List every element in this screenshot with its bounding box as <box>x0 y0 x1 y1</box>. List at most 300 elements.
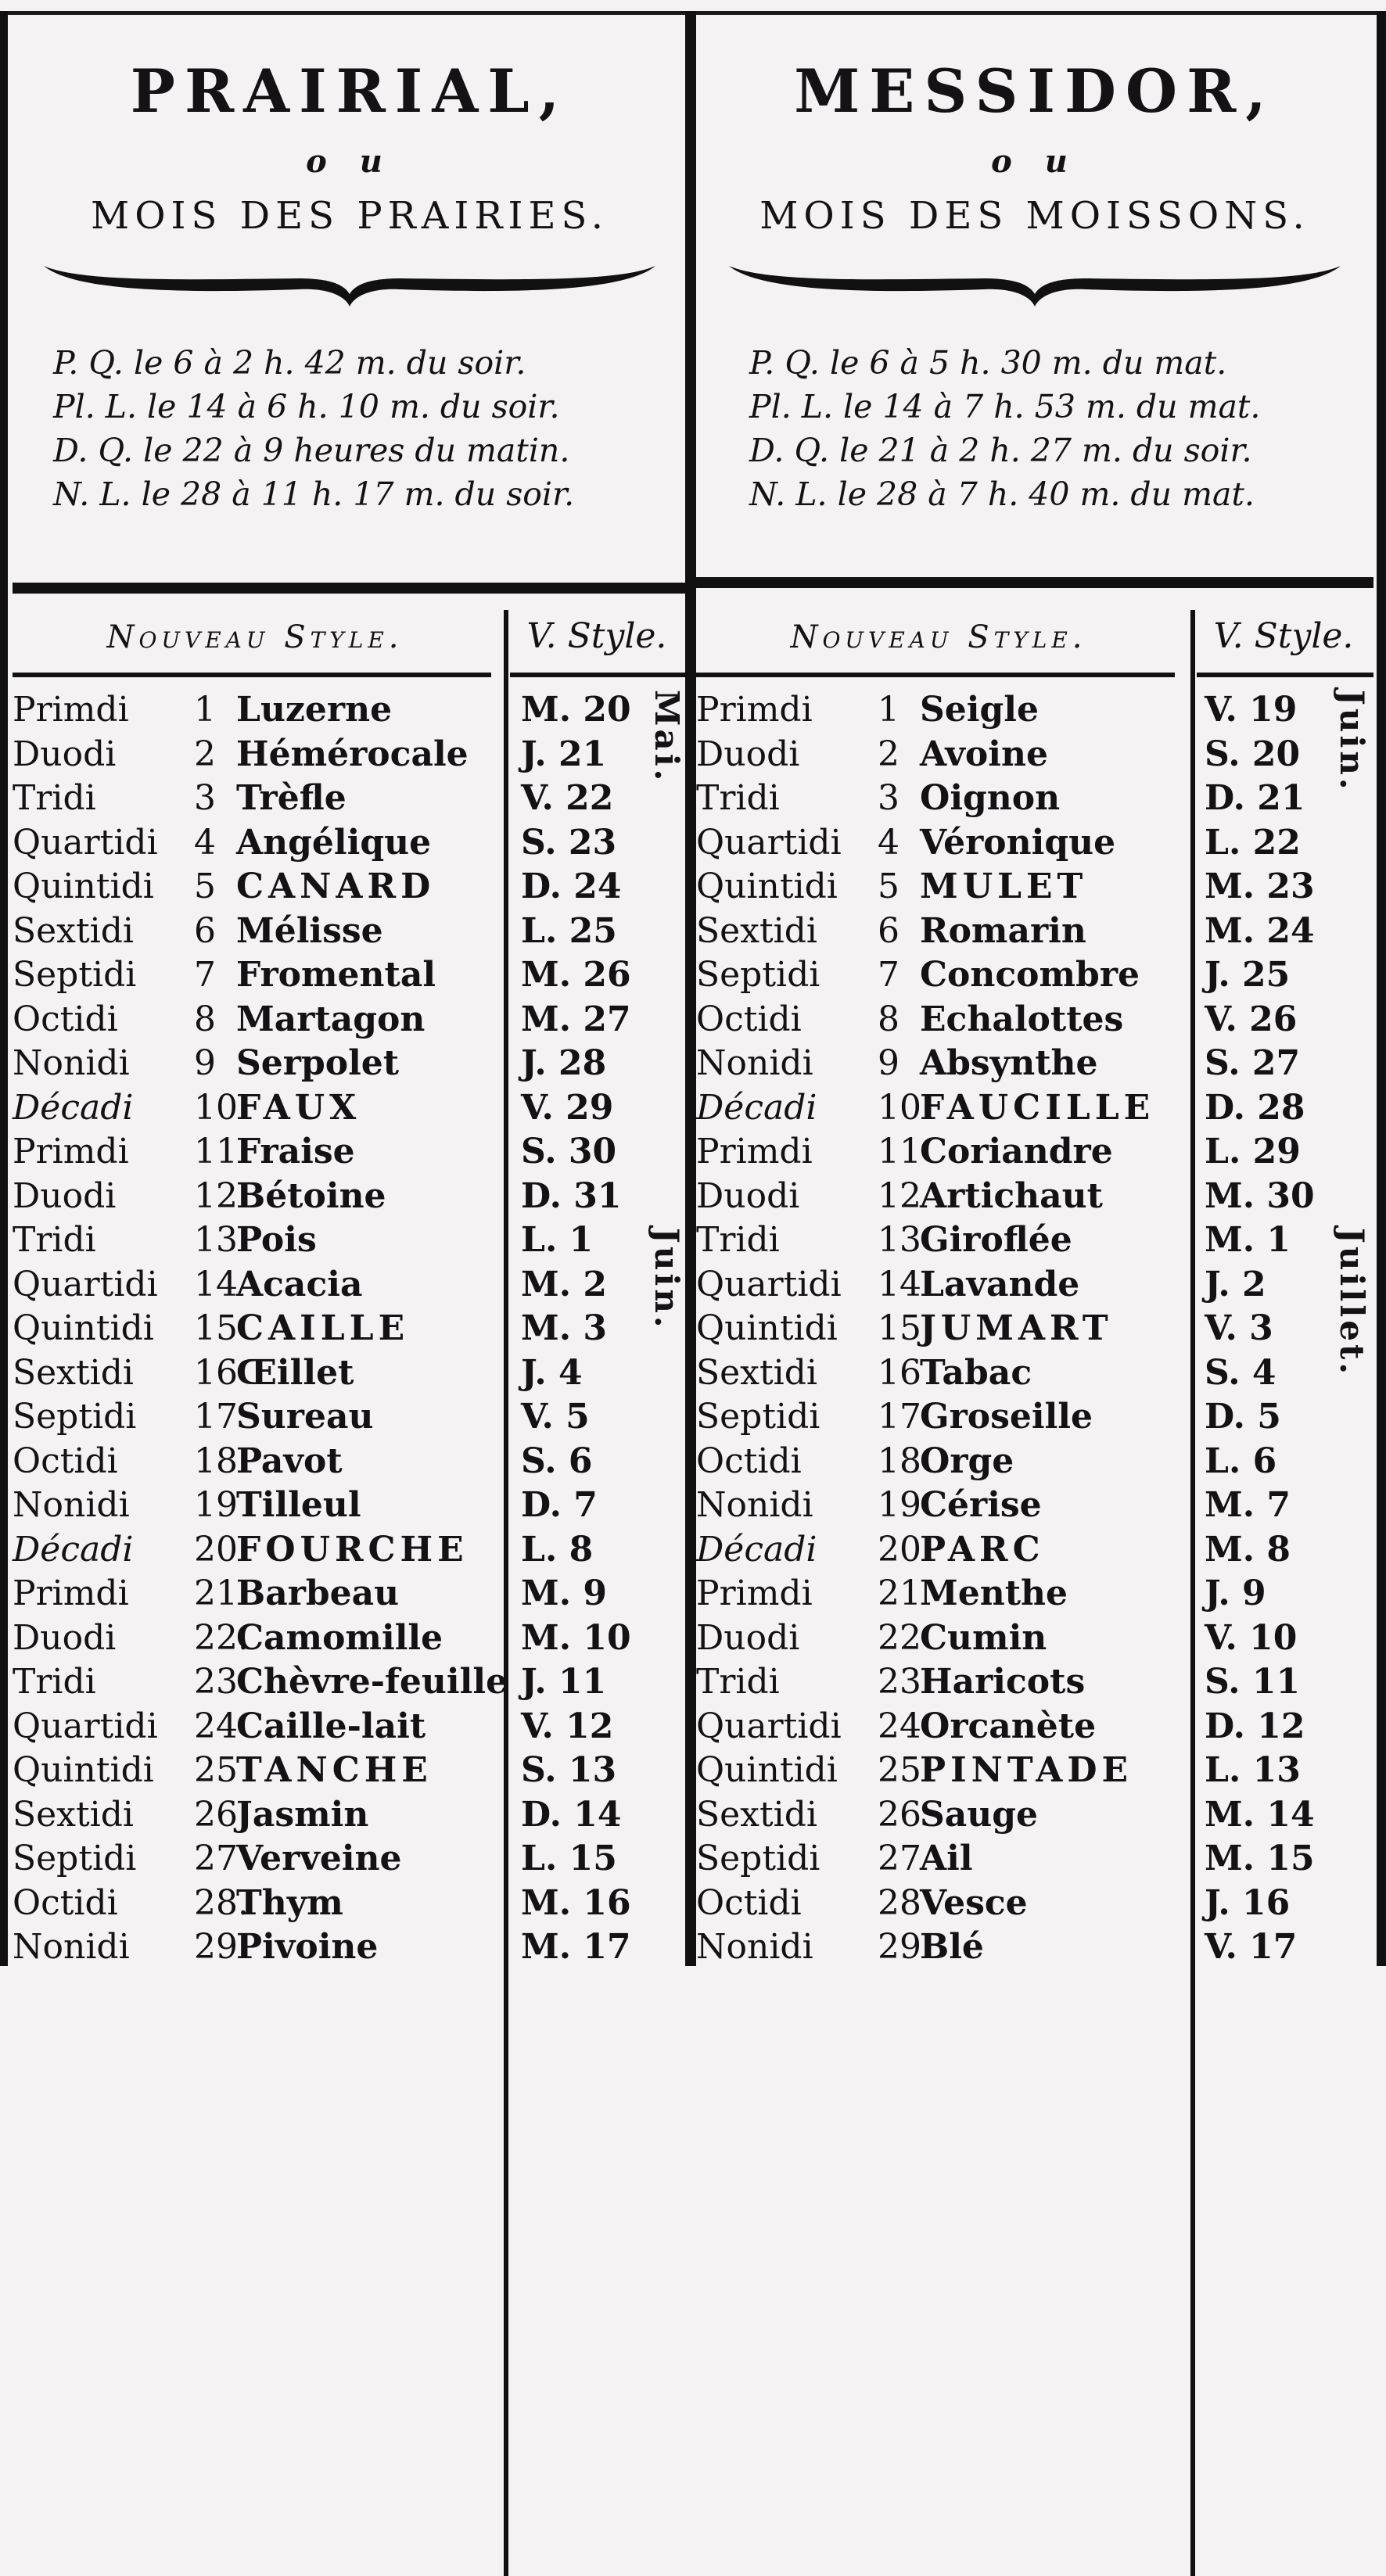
month-title: PRAIRIAL, <box>130 56 569 126</box>
old-style-date: J. 2 <box>1205 1264 1266 1304</box>
day-dedication: Sauge <box>920 1794 1039 1835</box>
old-style-date: D. 31 <box>521 1175 622 1216</box>
table-row <box>696 821 1373 866</box>
day-dedication: FAUX <box>236 1087 361 1128</box>
day-number: 14 <box>878 1264 921 1304</box>
day-dedication: Pivoine <box>236 1927 379 1967</box>
header-vieux-style: V. Style. <box>526 616 667 656</box>
day-dedication: Trèfle <box>236 778 346 818</box>
day-dedication: Luzerne <box>236 690 393 730</box>
brace-ornament <box>726 258 1344 310</box>
day-dedication: Fraise <box>236 1132 355 1171</box>
day-name: Décadi <box>696 1087 817 1128</box>
old-style-date: M. 3 <box>521 1308 607 1348</box>
table-row <box>13 1263 687 1308</box>
day-dedication: Camomille <box>236 1617 443 1658</box>
table-row <box>696 865 1373 909</box>
day-name: Primdi <box>696 690 813 730</box>
old-style-date: S. 23 <box>521 822 617 863</box>
table-row <box>13 1925 687 1970</box>
old-style-date: S. 4 <box>1205 1352 1276 1393</box>
day-number: 6 <box>194 910 216 951</box>
old-style-date: M. 15 <box>1205 1839 1315 1878</box>
table-row <box>696 1263 1373 1308</box>
table-row <box>13 1307 687 1351</box>
old-style-date: S. 20 <box>1205 734 1301 774</box>
day-number: 13 <box>194 1220 238 1260</box>
table-header <box>13 610 687 680</box>
day-name: Quartidi <box>13 1264 158 1304</box>
header-nouveau-style: Nouveau Style. <box>790 619 1087 655</box>
table-row <box>13 1042 687 1086</box>
day-dedication: PINTADE <box>920 1750 1133 1790</box>
day-dedication: Orcanète <box>920 1706 1097 1746</box>
day-dedication: Absynthe <box>920 1043 1098 1083</box>
day-name: Septidi <box>696 955 820 995</box>
header-nouveau-style: Nouveau Style. <box>106 619 404 655</box>
table-row <box>696 953 1373 998</box>
day-name: Décadi <box>13 1529 134 1570</box>
day-name: Quintidi <box>13 866 154 906</box>
day-name: Quintidi <box>696 1308 838 1348</box>
table-row <box>696 777 1373 821</box>
day-dedication: Artichaut <box>920 1175 1103 1216</box>
old-style-date: L. 15 <box>521 1839 617 1878</box>
day-name: Quintidi <box>13 1750 154 1790</box>
day-name: Quartidi <box>696 822 842 863</box>
header-underline <box>13 673 491 677</box>
month-subtitle: MOIS DES MOISSONS. <box>759 194 1310 238</box>
day-number: 24 <box>878 1706 921 1746</box>
day-number: 1 <box>878 690 899 730</box>
day-name: Sextidi <box>13 1794 134 1835</box>
day-number: 20 <box>194 1529 238 1570</box>
day-number: 23 <box>194 1662 238 1702</box>
day-number: 8 <box>878 999 899 1039</box>
day-name: Septidi <box>13 1397 137 1437</box>
day-number: 15 <box>194 1308 238 1348</box>
table-row <box>696 1175 1373 1219</box>
day-name: Décadi <box>13 1087 134 1128</box>
day-number: 29 <box>194 1927 238 1967</box>
table-row <box>13 777 687 821</box>
day-number: 27 <box>194 1839 238 1878</box>
day-name: Sextidi <box>696 910 817 951</box>
old-style-date: V. 26 <box>1205 999 1298 1039</box>
day-name: Quintidi <box>13 1308 154 1348</box>
day-name: Sextidi <box>696 1352 817 1393</box>
day-dedication: Caille-lait <box>236 1706 426 1746</box>
day-number: 2 <box>878 734 899 774</box>
table-row <box>13 1616 687 1661</box>
day-name: Quartidi <box>696 1264 842 1304</box>
header-underline <box>510 673 687 677</box>
table-row <box>696 1705 1373 1749</box>
table-row <box>696 1793 1373 1838</box>
old-style-date: S. 6 <box>521 1440 593 1481</box>
table-row <box>13 1837 687 1882</box>
phase-line: Pl. L. le 14 à 6 h. 10 m. du soir. <box>53 388 560 425</box>
day-name: Primdi <box>696 1573 813 1613</box>
day-number: 10 <box>194 1087 238 1128</box>
old-style-date: J. 21 <box>521 734 607 774</box>
day-name: Duodi <box>13 734 117 774</box>
old-style-date: S. 11 <box>1205 1662 1301 1702</box>
day-number: 21 <box>194 1573 238 1613</box>
phase-line: P. Q. le 6 à 5 h. 30 m. du mat. <box>749 344 1227 382</box>
old-style-date: M. 10 <box>521 1617 631 1658</box>
day-dedication: Bétoine <box>236 1175 386 1216</box>
day-number: 27 <box>878 1839 921 1878</box>
header-underline <box>1197 673 1373 677</box>
day-number: 15 <box>878 1308 921 1348</box>
day-number: 16 <box>194 1352 238 1393</box>
table-row <box>696 1130 1373 1175</box>
old-style-date: D. 24 <box>521 866 622 906</box>
day-dedication: Giroflée <box>920 1220 1072 1260</box>
table-row <box>696 1218 1373 1263</box>
table-row <box>696 1307 1373 1351</box>
day-number: 22 <box>878 1617 921 1658</box>
day-name: Tridi <box>696 1220 780 1260</box>
table-row <box>696 1086 1373 1131</box>
day-dedication: Ail <box>920 1839 973 1878</box>
day-number: 13 <box>878 1220 921 1260</box>
table-row <box>13 1793 687 1838</box>
day-name: Octidi <box>696 1882 802 1923</box>
old-style-date: V. 19 <box>1205 690 1298 730</box>
day-dedication: Pavot <box>236 1440 343 1481</box>
day-name: Septidi <box>13 1839 137 1878</box>
day-dedication: Œillet <box>236 1352 354 1393</box>
old-month-label: Mai. <box>648 690 686 784</box>
day-name: Primdi <box>696 1132 813 1171</box>
day-name: Sextidi <box>13 910 134 951</box>
table-row <box>13 1484 687 1528</box>
moon-phases <box>749 341 1373 516</box>
table-row <box>13 1705 687 1749</box>
day-name: Quartidi <box>13 1706 158 1746</box>
day-number: 10 <box>878 1087 921 1128</box>
day-dedication: Martagon <box>236 999 425 1039</box>
day-dedication: Blé <box>920 1927 984 1967</box>
day-name: Duodi <box>696 1617 800 1658</box>
table-row <box>696 688 1373 733</box>
table-row <box>696 1749 1373 1793</box>
header-underline <box>696 673 1175 677</box>
month-column-messidor <box>696 16 1373 1966</box>
day-number: 5 <box>878 866 899 906</box>
day-dedication: Thym <box>236 1882 343 1923</box>
table-row <box>13 1528 687 1573</box>
day-dedication: CAILLE <box>236 1308 410 1348</box>
day-rows <box>696 688 1373 1970</box>
day-number: 11 <box>878 1132 921 1171</box>
table-row <box>696 1440 1373 1484</box>
table-row <box>13 1130 687 1175</box>
day-name: Duodi <box>13 1175 117 1216</box>
old-style-date: V. 10 <box>1205 1617 1298 1658</box>
day-number: 7 <box>878 955 899 995</box>
day-number: 1 <box>194 690 216 730</box>
day-number: 4 <box>194 822 216 863</box>
day-rows <box>13 688 687 1970</box>
table-row <box>696 1616 1373 1661</box>
day-number: 12 <box>194 1175 238 1216</box>
day-name: Quintidi <box>696 866 838 906</box>
table-row <box>696 733 1373 777</box>
day-dedication: Concombre <box>920 955 1140 995</box>
old-style-date: L. 29 <box>1205 1132 1301 1171</box>
day-name: Nonidi <box>696 1485 813 1525</box>
day-dedication: Echalottes <box>920 999 1124 1039</box>
old-style-date: V. 22 <box>521 778 614 818</box>
right-border <box>1377 11 1386 1966</box>
day-number: 6 <box>878 910 899 951</box>
table-row <box>696 909 1373 954</box>
day-number: 23 <box>878 1662 921 1702</box>
table-row <box>696 1528 1373 1573</box>
old-style-date: M. 20 <box>521 690 631 730</box>
table-row <box>696 1351 1373 1396</box>
day-name: Tridi <box>696 1662 780 1702</box>
day-number: 7 <box>194 955 216 995</box>
old-style-date: S. 30 <box>521 1132 617 1171</box>
old-style-date: M. 14 <box>1205 1794 1315 1835</box>
table-row <box>13 1882 687 1926</box>
day-dedication: Romarin <box>920 910 1086 951</box>
day-number: 21 <box>878 1573 921 1613</box>
day-name: Duodi <box>13 1617 117 1658</box>
day-dedication: Groseille <box>920 1397 1093 1437</box>
day-dedication: Oignon <box>920 778 1061 818</box>
phase-line: Pl. L. le 14 à 7 h. 53 m. du mat. <box>749 388 1261 425</box>
old-month-label: Juillet. <box>1333 1228 1371 1378</box>
month-title: MESSIDOR, <box>794 56 1276 126</box>
day-dedication: Vesce <box>920 1882 1028 1923</box>
moon-phases <box>53 341 687 516</box>
day-name: Nonidi <box>13 1485 130 1525</box>
old-style-date: M. 9 <box>521 1573 607 1613</box>
day-number: 18 <box>194 1440 238 1481</box>
day-dedication: Cumin <box>920 1617 1047 1658</box>
day-number: 2 <box>194 734 216 774</box>
old-style-date: V. 29 <box>521 1087 614 1128</box>
table-row <box>13 953 687 998</box>
old-style-date: J. 4 <box>521 1352 583 1393</box>
table-row <box>696 1660 1373 1705</box>
old-style-date: M. 17 <box>521 1927 631 1967</box>
table-row <box>696 1572 1373 1616</box>
day-dedication: Lavande <box>920 1264 1080 1304</box>
day-dedication: Jasmin <box>236 1794 369 1835</box>
day-name: Sextidi <box>13 1352 134 1393</box>
month-column-prairial <box>13 16 687 1966</box>
day-dedication: Pois <box>236 1220 317 1260</box>
day-dedication: Verveine <box>236 1839 402 1878</box>
day-number: 24 <box>194 1706 238 1746</box>
day-dedication: Hémérocale <box>236 734 469 774</box>
day-number: 19 <box>194 1485 238 1525</box>
day-name: Sextidi <box>696 1794 817 1835</box>
day-dedication: Seigle <box>920 690 1039 730</box>
day-number: 25 <box>194 1750 238 1790</box>
old-style-date: D. 5 <box>1205 1397 1281 1437</box>
old-style-date: M. 24 <box>1205 910 1315 951</box>
thick-rule <box>696 577 1373 588</box>
day-name: Octidi <box>13 999 118 1039</box>
old-style-date: D. 7 <box>521 1485 598 1525</box>
day-name: Nonidi <box>696 1927 813 1967</box>
old-style-date: M. 8 <box>1205 1529 1291 1570</box>
day-dedication: Fromental <box>236 955 436 995</box>
old-style-date: J. 25 <box>1205 955 1291 995</box>
old-style-date: L. 8 <box>521 1529 594 1570</box>
day-name: Octidi <box>13 1440 118 1481</box>
old-style-date: V. 3 <box>1205 1308 1273 1348</box>
day-dedication: Chèvre-feuille <box>236 1662 508 1702</box>
table-row <box>13 998 687 1042</box>
day-name: Tridi <box>696 778 780 818</box>
table-row <box>696 1925 1373 1970</box>
day-dedication: Coriandre <box>920 1132 1113 1171</box>
day-number: 5 <box>194 866 216 906</box>
day-number: 28 <box>878 1882 921 1923</box>
day-name: Octidi <box>696 999 802 1039</box>
old-style-date: S. 13 <box>521 1750 617 1790</box>
old-style-date: D. 28 <box>1205 1087 1305 1128</box>
table-row <box>13 1660 687 1705</box>
old-style-date: D. 12 <box>1205 1706 1305 1746</box>
day-name: Quintidi <box>696 1750 838 1790</box>
day-name: Tridi <box>13 1662 96 1702</box>
table-row <box>13 1440 687 1484</box>
table-row <box>696 1882 1373 1926</box>
day-number: 9 <box>194 1043 216 1083</box>
table-row <box>13 1572 687 1616</box>
day-dedication: Véronique <box>920 822 1116 863</box>
day-number: 18 <box>878 1440 921 1481</box>
old-style-date: V. 12 <box>521 1706 614 1746</box>
day-name: Tridi <box>13 778 96 818</box>
day-number: 19 <box>878 1485 921 1525</box>
table-row <box>13 688 687 733</box>
old-style-date: M. 26 <box>521 955 631 995</box>
day-name: Septidi <box>696 1397 820 1437</box>
old-style-date: J. 9 <box>1205 1573 1266 1613</box>
table-row <box>13 1395 687 1440</box>
month-subtitle: MOIS DES PRAIRIES. <box>91 194 609 238</box>
day-number: 12 <box>878 1175 921 1216</box>
day-name: Octidi <box>696 1440 802 1481</box>
day-number: 16 <box>878 1352 921 1393</box>
header-vieux-style: V. Style. <box>1213 616 1354 656</box>
old-style-date: V. 17 <box>1205 1927 1298 1967</box>
day-name: Quartidi <box>13 822 158 863</box>
day-dedication: Cérise <box>920 1485 1042 1525</box>
table-row <box>13 865 687 909</box>
day-name: Primdi <box>13 1573 129 1613</box>
day-dedication: MULET <box>920 866 1088 906</box>
table-row <box>696 998 1373 1042</box>
day-number: 25 <box>878 1750 921 1790</box>
day-number: 11 <box>194 1132 238 1171</box>
old-style-date: L. 25 <box>521 910 617 951</box>
day-name: Duodi <box>696 734 800 774</box>
old-style-date: D. 21 <box>1205 778 1305 818</box>
day-number: 28. <box>194 1882 249 1923</box>
day-name: Décadi <box>696 1529 817 1570</box>
table-row <box>13 1086 687 1131</box>
old-style-date: D. 14 <box>521 1794 622 1835</box>
day-number: 3 <box>194 778 216 818</box>
day-number: 4 <box>878 822 899 863</box>
old-style-date: M. 7 <box>1205 1485 1291 1525</box>
day-dedication: Sureau <box>236 1397 374 1437</box>
day-number: 17 <box>878 1397 921 1437</box>
day-name: Septidi <box>13 955 137 995</box>
day-name: Nonidi <box>696 1043 813 1083</box>
table-header <box>696 610 1373 680</box>
day-number: 8 <box>194 999 216 1039</box>
table-row <box>13 1175 687 1219</box>
phase-line: P. Q. le 6 à 2 h. 42 m. du soir. <box>53 344 526 382</box>
old-style-date: L. 6 <box>1205 1440 1277 1481</box>
ou-label: o u <box>306 143 393 180</box>
day-name: Nonidi <box>13 1043 130 1083</box>
table-row <box>13 733 687 777</box>
day-dedication: PARC <box>920 1529 1045 1570</box>
day-dedication: JUMART <box>920 1308 1113 1348</box>
table-row <box>696 1837 1373 1882</box>
brace-ornament <box>41 258 659 310</box>
day-name: Tridi <box>13 1220 96 1260</box>
table-row <box>13 821 687 866</box>
day-number: 26 <box>194 1794 238 1835</box>
old-style-date: M. 27 <box>521 999 631 1039</box>
day-name: Octidi <box>13 1882 118 1923</box>
day-dedication: FAUCILLE <box>920 1087 1155 1128</box>
old-month-label: Juin. <box>648 1228 686 1331</box>
old-style-date: L. 22 <box>1205 822 1301 863</box>
day-dedication: Haricots <box>920 1662 1086 1702</box>
left-border <box>0 11 8 1966</box>
table-row <box>696 1395 1373 1440</box>
phase-line: D. Q. le 22 à 9 heures du matin. <box>53 432 570 469</box>
day-number: 9 <box>878 1043 899 1083</box>
old-style-date: M. 16 <box>521 1882 631 1923</box>
day-number: 26 <box>878 1794 921 1835</box>
old-style-date: M. 2 <box>521 1264 607 1304</box>
day-number: 22. <box>194 1617 249 1658</box>
old-style-date: L. 1 <box>521 1220 594 1260</box>
day-dedication: Barbeau <box>236 1573 400 1613</box>
old-style-date: S. 27 <box>1205 1043 1301 1083</box>
day-name: Quartidi <box>696 1706 842 1746</box>
old-style-date: M. 23 <box>1205 866 1315 906</box>
day-name: Primdi <box>13 690 129 730</box>
ou-label: o u <box>991 143 1079 180</box>
day-dedication: Tabac <box>920 1352 1032 1393</box>
thick-rule <box>13 583 687 594</box>
table-row <box>696 1484 1373 1528</box>
day-dedication: Angélique <box>236 822 432 863</box>
day-dedication: FOURCHE <box>236 1529 469 1570</box>
day-dedication: Serpolet <box>236 1043 400 1083</box>
day-name: Septidi <box>696 1839 820 1878</box>
day-dedication: Menthe <box>920 1573 1068 1613</box>
day-number: 29 <box>878 1927 921 1967</box>
